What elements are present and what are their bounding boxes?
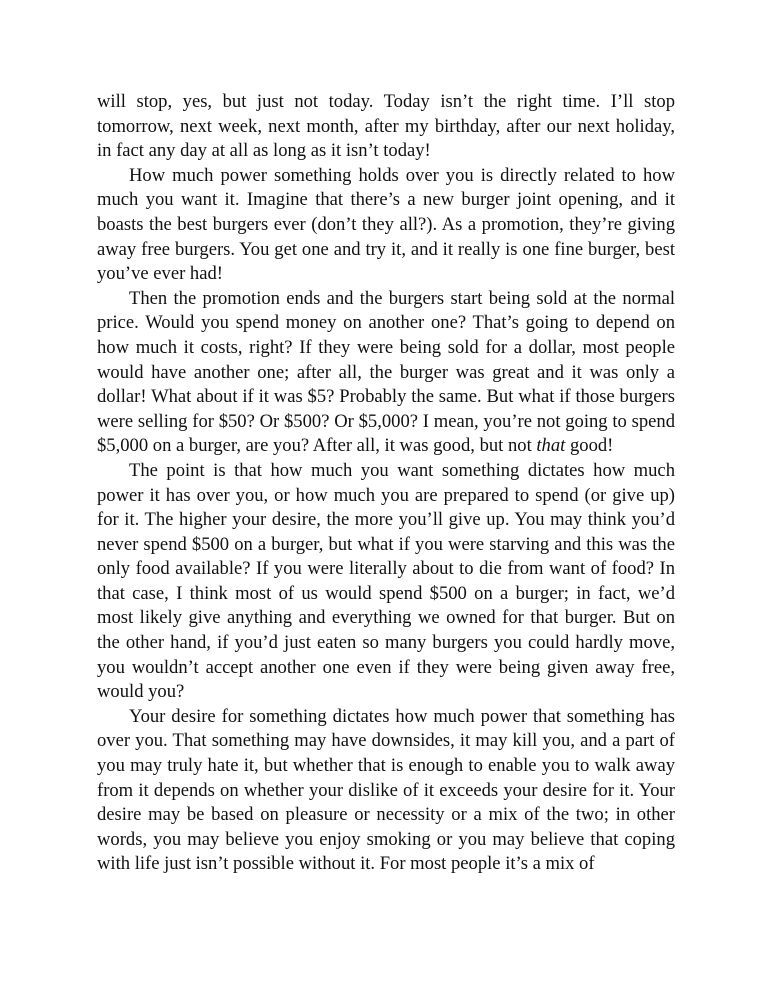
paragraph-1: will stop, yes, but just not today. Today isn’t the right time. I’ll stop tomorrow, next week, next month, after my birthday, after our next holiday, in fact any day at all as long as it isn’t today! [97, 91, 675, 162]
paragraph-2: How much power something holds over you is directly related to how much you want it. Imagine that there’s a new burger joint opening, and it boasts the best burgers ever (don’t they all?). As a promotion, they’re giving away free burgers. You get one and try it, and it really is one fine burger, best you’ve ever had! [97, 164, 675, 285]
paragraph-3-text-before-italic: Then the promotion ends and the burgers start being sold at the normal price. Would you spend money on another one? That’s going to depend on how much it costs, right? If they were being sold for a dollar, most people would have another one; after all, the burger was great and it was only a dollar! What about if it was $5? Probably the same. But what if those burgers were selling for $50? Or $500? Or $5,000? I mean, you’re not going to spend $5,000 on a burger, are you? After all, it was good, but not [97, 287, 675, 457]
page-body [97, 90, 675, 877]
paragraph-5: Your desire for something dictates how much power that something has over you. That something may have downsides, it may kill you, and a part of you may truly hate it, but whether that is enough to enable you to walk away from it depends on whether your dislike of it exceeds your desire for it. Your desire may be based on pleasure or necessity or a mix of the two; in other words, you may believe you enjoy smoking or you may believe that coping with life just isn’t possible without it. For most people it’s a mix of [97, 705, 675, 875]
paragraph-3-italic-word: that [536, 435, 566, 457]
paragraph-3-text-after-italic: good! [565, 435, 614, 457]
paragraph-4: The point is that how much you want something dictates how much power it has over you, or how much you are prepared to spend (or give up) for it. The higher your desire, the more you’ll give up. You may think you’d never spend $500 on a burger, but what if you were starving and this was the only food available? If you were literally about to die from want of food? In that case, I think most of us would spend $500 on a burger; in fact, we’d most likely give anything and everything we owned for that burger. But on the other hand, if you’d just eaten so many burgers you could hardly move, you wouldn’t accept another one even if they were being given away free, would you? [97, 459, 675, 703]
paragraph-3 [97, 287, 675, 459]
